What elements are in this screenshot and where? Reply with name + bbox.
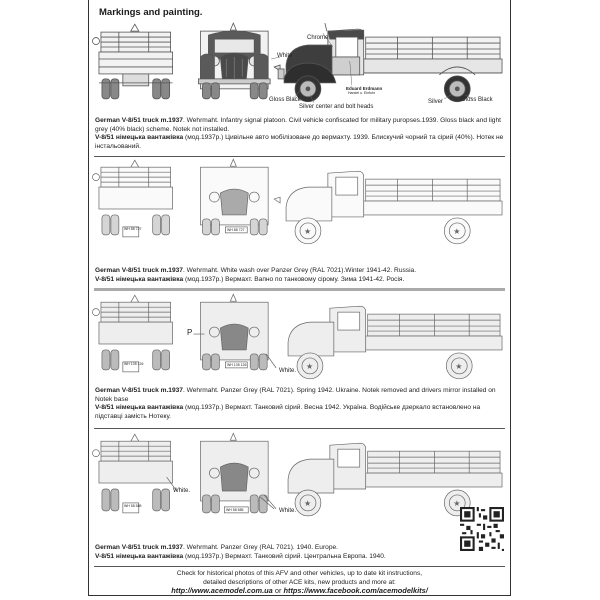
footer-links [89,587,510,596]
caption-en-title: German V-8/51 truck m.1937 [95,544,183,551]
svg-text:★: ★ [303,498,312,508]
front-plate: WH 88 727 [227,228,245,232]
rear-plate: WH 105 126 [124,362,144,366]
variant-2-drawings [89,157,510,257]
footer [89,570,510,596]
side-view-icon [288,306,502,379]
callout-white-front: White. [279,508,297,514]
caption-en-text: . Wehrmaht. Infantry signal platoon. Civil vehicle confiscated for military puropses.1939. Gloss black and light grey (40% black) scheme. Notek not installed. [95,117,501,133]
svg-text:★: ★ [453,498,461,508]
facebook-link[interactable]: https://www.facebook.com/acemodelkits/ [283,586,428,596]
callout-white-rear: White. [173,488,191,494]
caption-en-title: German V-8/51 truck m.1937 [95,117,183,124]
variant-3-caption [95,387,505,421]
callout-p: P [187,328,193,337]
caption-ua-title: V-8/51 німецька вантажівка [95,552,184,560]
caption-en-title: German V-8/51 truck m.1937 [95,387,183,394]
callout-white: White. [279,368,297,374]
variant-1-caption [95,117,505,151]
callout-silver-center: Silver center and bolt heads [299,104,374,110]
callout-chrome: Chrome [307,35,329,41]
rear-plate: WH 88 727 [124,227,142,231]
side-view-icon [286,171,502,244]
section-divider [94,566,505,567]
callout-white: White [277,53,293,59]
instruction-sheet [88,0,511,596]
variant-3-drawings [89,292,510,392]
front-view-icon [198,23,280,99]
front-view-icon [200,433,276,513]
footer-or: or [272,586,284,596]
page-title: Markings and painting. [99,7,203,18]
side-view-icon [288,443,502,516]
variant-4-caption [95,544,505,561]
callout-gloss-black-front: Gloss Black [269,97,301,103]
rear-view-icon [92,295,172,372]
svg-text:★: ★ [305,361,314,371]
variant-1-drawings [89,0,510,111]
front-plate: WH 58 585 [226,508,244,512]
caption-ua-title: V-8/51 німецька вантажівка [95,134,184,142]
nameplate-line1: Eduard Erdmann [346,86,383,91]
nameplate-line2: Handel u. Einfuhr [348,91,376,95]
svg-text:★: ★ [455,361,463,371]
caption-en-title: German V-8/51 truck m.1937 [95,267,183,274]
front-view-icon [200,159,280,235]
footer-line-1: Check for historical photos of this AFV and other vehicles, up to date kit instructions, [176,570,423,577]
variant-4-drawings [89,431,510,541]
rear-view-icon [92,434,176,513]
rear-plate: WH 58 585 [124,504,142,508]
caption-en-text: . Wehrmaht. Panzer Grey (RAL 7021). 1940. Europe. [182,544,338,551]
caption-ua-text: (мод.1937р.) Вермахт. Вапно по танковому сірому. Зима 1941-42. Росія. [183,275,405,283]
front-plate: WH 105 126 [227,363,247,367]
caption-ua-text: (мод.1937р.) Вермахт. Танковий сірий. Центральна Европа. 1940. [183,552,386,560]
caption-ua-text: (мод.1937р.) Вермахт. Танковий сірий. Весна 1942. Україна. Водійське дзеркало встановлено на підставці замість Нотеку. [95,404,481,420]
front-view-icon [194,294,277,370]
caption-ua-title: V-8/51 німецька вантажівка [95,404,184,412]
section-divider [94,428,505,429]
rear-view-icon [92,24,172,99]
caption-ua-text: (мод.1937р.) Цивільне авто мобілізоване до вермахту. 1939. Блискучий чорний та сірий (40%). Нотек не інстальований. [95,134,504,150]
callout-gloss-black-rear: Gloss Black [461,97,493,103]
section-divider [94,288,505,291]
caption-en-text: . Wehrmaht. White wash over Panzer Grey (RAL 7021).Winter 1941-42. Russia. [182,267,417,274]
caption-en-text: . Wehrmaht. Panzer Grey (RAL 7021). Spring 1942. Ukraine. Notek removed and drivers mirror installed on Notek base [95,387,496,403]
callout-silver: Silver [428,99,444,105]
rear-view-icon [92,160,172,237]
caption-ua-title: V-8/51 німецька вантажівка [95,275,184,283]
footer-line-2: detailed descriptions of other ACE kits, new products and more at: [203,578,396,586]
variant-2-caption [95,267,505,284]
svg-text:★: ★ [453,226,461,236]
website-link[interactable]: http://www.acemodel.com.ua [171,586,273,596]
svg-text:★: ★ [303,226,312,236]
